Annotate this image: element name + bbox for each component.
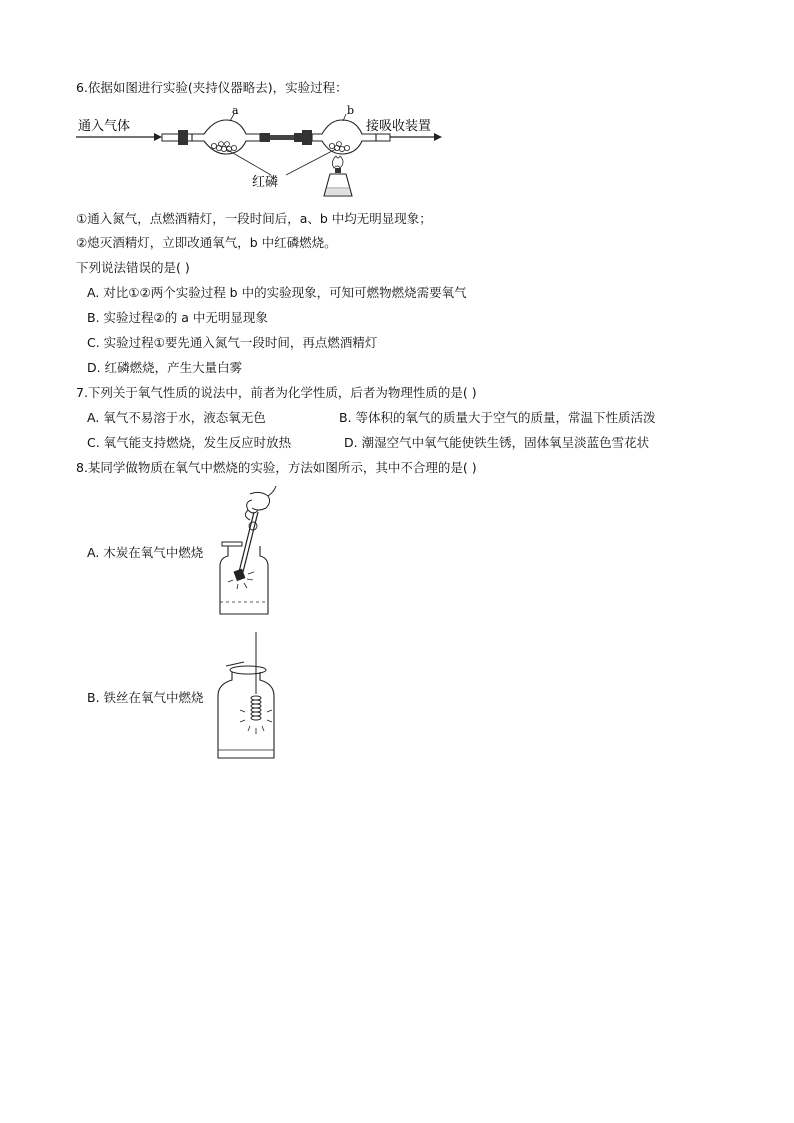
inlet-arrowhead xyxy=(154,133,162,141)
wire-coil xyxy=(251,696,261,720)
q7-option-c: C. 氧气能支持燃烧，发生反应时放热 xyxy=(87,435,292,450)
q6-step1: ①通入氮气，点燃酒精灯，一段时间后，a、b 中均无明显现象； xyxy=(76,211,432,226)
lamp-flame xyxy=(332,156,343,168)
q6-fig-label-out: 接吸收装置 xyxy=(366,119,432,134)
pointer-to-a xyxy=(226,149,271,175)
q6-fig-label-p: 红磷 xyxy=(252,175,279,190)
q6-option-c: C. 实验过程①要先通入氮气一段时间，再点燃酒精灯 xyxy=(87,335,378,350)
q6-step2: ②熄灭酒精灯，立即改通氧气，b 中红磷燃烧。 xyxy=(76,235,337,250)
q6-stem: 6.依据如图进行实验(夹持仪器略去)，实验过程： xyxy=(76,80,348,95)
iron-wire-burning-figure xyxy=(214,632,278,762)
outlet-tube xyxy=(376,134,390,141)
glass-plate xyxy=(230,666,266,674)
q7-option-d: D. 潮湿空气中氧气能使铁生锈，固体氧呈淡蓝色雪花状 xyxy=(344,435,650,450)
q8-option-b: B. 铁丝在氧气中燃烧 xyxy=(87,690,204,705)
q6-fig-label-b: b xyxy=(347,104,355,117)
q6-option-a: A. 对比①②两个实验过程 b 中的实验现象，可知可燃物燃烧需要氧气 xyxy=(87,285,467,300)
left-stopper xyxy=(178,130,188,145)
pointer-to-b xyxy=(286,149,336,175)
q8-option-a: A. 木炭在氧气中燃烧 xyxy=(87,545,204,560)
q6-option-d: D. 红磷燃烧，产生大量白雾 xyxy=(87,360,243,375)
jar-lid xyxy=(222,542,242,546)
outlet-arrowhead xyxy=(434,133,442,141)
q6-apparatus-figure xyxy=(74,104,444,200)
charcoal-burning-figure xyxy=(214,486,278,618)
gas-jar xyxy=(218,672,274,758)
right-stopper xyxy=(302,130,312,145)
q6-ask: 下列说法错误的是( ) xyxy=(76,260,190,275)
hand-icon xyxy=(250,492,270,510)
q7-option-a: A. 氧气不易溶于水，液态氧无色 xyxy=(87,410,266,425)
q6-fig-label-a: a xyxy=(232,104,239,117)
q6-fig-label-in: 通入气体 xyxy=(78,119,131,134)
rubber-connector xyxy=(270,135,294,140)
q8-stem: 8.某同学做物质在氧气中燃烧的实验，方法如图所示，其中不合理的是( ) xyxy=(76,460,477,475)
q7-stem: 7.下列关于氧气性质的说法中，前者为化学性质，后者为物理性质的是( ) xyxy=(76,385,477,400)
gas-jar xyxy=(220,546,268,614)
q6-option-b: B. 实验过程②的 a 中无明显现象 xyxy=(87,310,268,325)
q7-option-b: B. 等体积的氧气的质量大于空气的质量，常温下性质活泼 xyxy=(339,410,656,425)
bulb-a xyxy=(192,120,260,154)
